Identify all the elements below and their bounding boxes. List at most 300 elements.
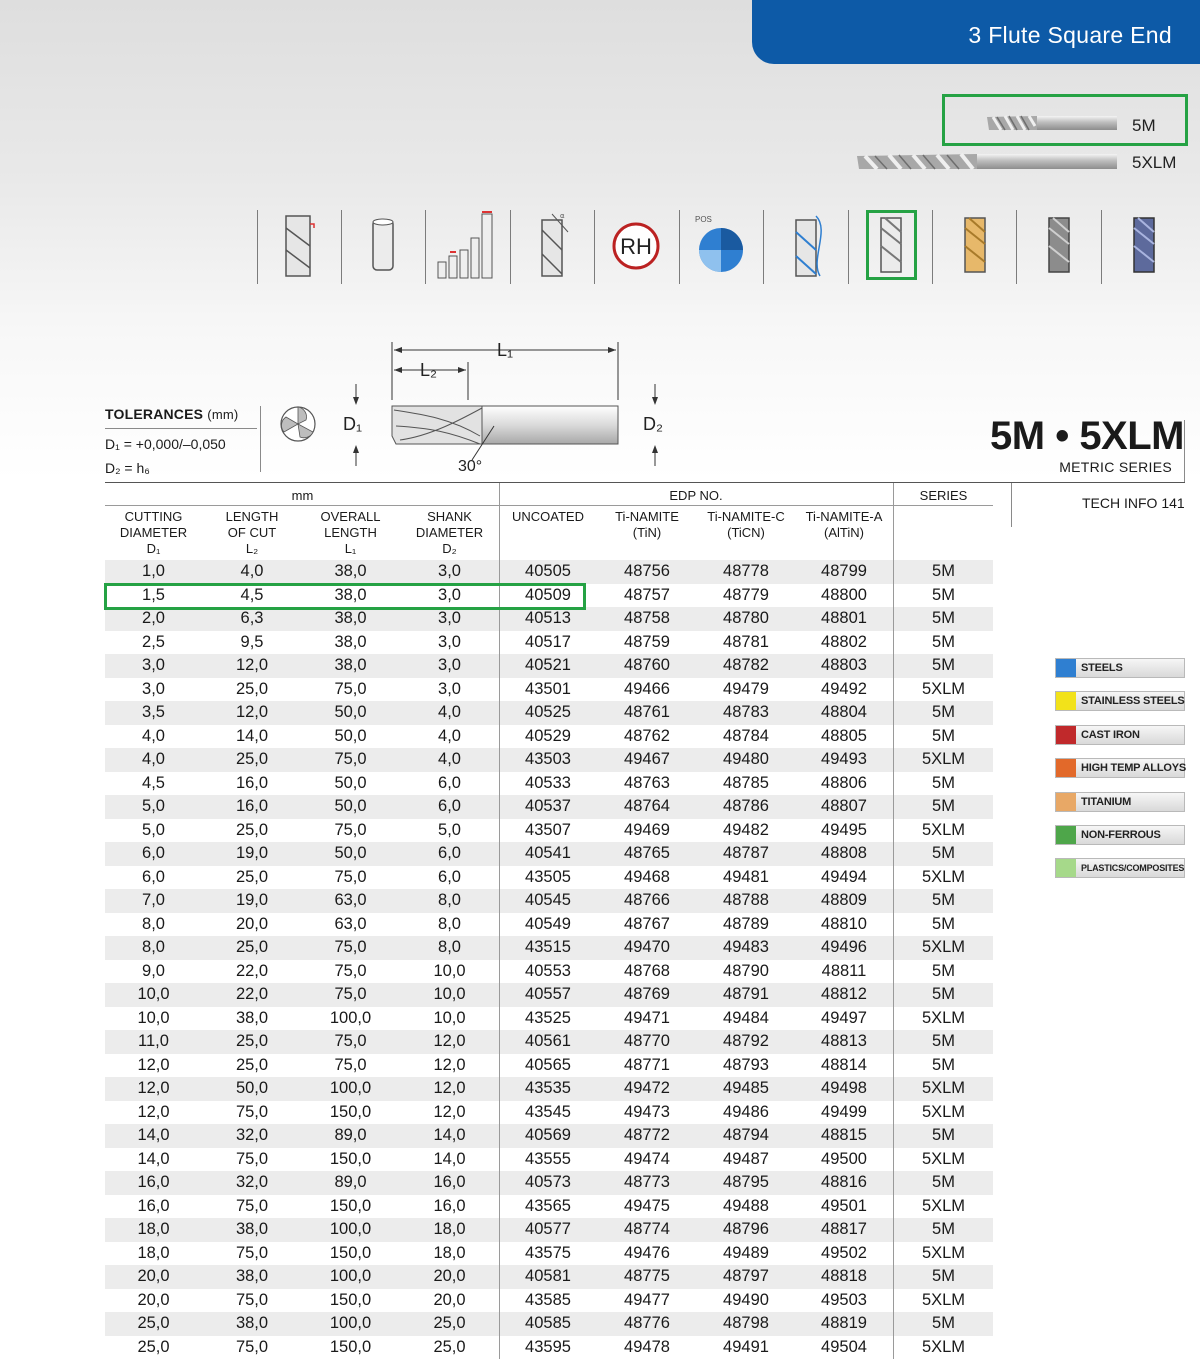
cell-edp-ticn: 48781 bbox=[723, 632, 769, 651]
icon-separator bbox=[425, 210, 426, 284]
cell-edp-tin: 48762 bbox=[624, 726, 670, 745]
column-header-ti-namite-a: Ti-NAMITE-A (AlTiN) bbox=[805, 509, 883, 540]
legend-swatch bbox=[1056, 826, 1076, 844]
cell-edp-uncoated: 40549 bbox=[525, 914, 571, 933]
table-row bbox=[105, 772, 993, 796]
cell-edp-ticn: 49481 bbox=[723, 867, 769, 886]
cell-shank-diameter: 10,0 bbox=[433, 961, 466, 980]
cell-edp-ticn: 49490 bbox=[723, 1290, 769, 1309]
cell-series: 5XLM bbox=[921, 1008, 966, 1027]
cell-cutting-diameter: 2,5 bbox=[142, 632, 165, 651]
cell-length-of-cut: 25,0 bbox=[235, 820, 269, 839]
end-mill-5xlm-image bbox=[855, 150, 1120, 174]
cell-series: 5M bbox=[932, 609, 955, 627]
cell-edp-ticn: 49486 bbox=[723, 1102, 769, 1121]
cell-edp-uncoated: 43515 bbox=[525, 938, 571, 956]
table-row bbox=[105, 654, 993, 678]
cell-cutting-diameter: 25,0 bbox=[137, 1314, 170, 1332]
cell-length-of-cut: 75,0 bbox=[235, 1337, 269, 1356]
cell-series: 5M bbox=[932, 891, 955, 909]
cell-edp-uncoated: 40581 bbox=[525, 1267, 571, 1285]
cell-edp-ticn: 48790 bbox=[723, 961, 769, 980]
svg-text:POS: POS bbox=[695, 215, 712, 224]
cell-edp-tin: 48765 bbox=[624, 844, 670, 862]
cell-edp-uncoated: 40537 bbox=[525, 797, 571, 815]
legend-item bbox=[1055, 858, 1185, 878]
cell-length-of-cut: 4,5 bbox=[240, 585, 264, 604]
highlighted-row-box bbox=[104, 583, 586, 610]
series-subtitle: METRIC SERIES bbox=[1059, 459, 1172, 475]
cell-edp-tin: 49478 bbox=[624, 1337, 670, 1356]
cell-edp-uncoated: 40565 bbox=[525, 1055, 571, 1074]
cell-cutting-diameter: 12,0 bbox=[137, 1079, 170, 1097]
cell-edp-uncoated: 43575 bbox=[525, 1243, 571, 1262]
cell-cutting-diameter: 8,0 bbox=[142, 914, 165, 933]
cell-series: 5M bbox=[932, 726, 955, 745]
cell-overall-length: 150,0 bbox=[329, 1196, 372, 1215]
cell-edp-altin: 48819 bbox=[821, 1314, 867, 1332]
icon-separator bbox=[932, 210, 933, 284]
cell-edp-altin: 48803 bbox=[821, 656, 867, 674]
cell-edp-tin: 48769 bbox=[624, 985, 670, 1003]
cell-edp-uncoated: 43503 bbox=[525, 750, 571, 768]
cell-length-of-cut: 32,0 bbox=[235, 1173, 269, 1191]
table-row bbox=[105, 842, 993, 866]
cell-overall-length: 75,0 bbox=[334, 867, 367, 886]
cell-shank-diameter: 6,0 bbox=[438, 773, 461, 792]
cell-edp-uncoated: 40513 bbox=[525, 609, 571, 627]
cell-overall-length: 38,0 bbox=[334, 609, 367, 627]
cell-cutting-diameter: 10,0 bbox=[137, 985, 170, 1003]
table-row bbox=[105, 607, 993, 631]
cell-edp-ticn: 48782 bbox=[723, 656, 769, 674]
cell-length-of-cut: 25,0 bbox=[235, 1032, 269, 1050]
header-banner bbox=[752, 0, 1200, 64]
icon-separator bbox=[1101, 210, 1102, 284]
cell-overall-length: 75,0 bbox=[334, 961, 367, 980]
cell-edp-tin: 48768 bbox=[624, 961, 670, 980]
cell-edp-altin: 49499 bbox=[821, 1102, 867, 1121]
cell-edp-altin: 48816 bbox=[821, 1173, 867, 1191]
cell-edp-uncoated: 43585 bbox=[525, 1290, 571, 1309]
cell-edp-altin: 48807 bbox=[821, 797, 867, 815]
cell-overall-length: 38,0 bbox=[334, 632, 367, 651]
cell-length-of-cut: 19,0 bbox=[235, 891, 269, 909]
cell-edp-ticn: 48786 bbox=[723, 797, 769, 815]
cell-series: 5M bbox=[932, 1126, 955, 1144]
table-row bbox=[105, 819, 993, 843]
legend-label: PLASTICS/COMPOSITES bbox=[1081, 863, 1185, 874]
cell-overall-length: 50,0 bbox=[334, 844, 367, 862]
cell-edp-ticn: 48785 bbox=[723, 773, 769, 792]
cell-length-of-cut: 75,0 bbox=[235, 1196, 269, 1215]
cell-edp-altin: 49493 bbox=[821, 750, 867, 768]
cell-cutting-diameter: 11,0 bbox=[138, 1032, 169, 1050]
cell-edp-uncoated: 43535 bbox=[525, 1079, 571, 1097]
dimension-l2-label: L₂ bbox=[420, 360, 437, 380]
cell-edp-tin: 48776 bbox=[624, 1314, 670, 1332]
cell-shank-diameter: 12,0 bbox=[433, 1032, 466, 1050]
cell-edp-altin: 48812 bbox=[821, 985, 867, 1003]
tolerances-heading: TOLERANCES bbox=[105, 406, 204, 422]
cell-series: 5M bbox=[932, 562, 955, 580]
length-bars-icon bbox=[432, 210, 504, 282]
icon-separator bbox=[763, 210, 764, 284]
cell-cutting-diameter: 4,0 bbox=[142, 750, 165, 768]
cell-edp-tin: 49477 bbox=[624, 1290, 670, 1309]
cell-overall-length: 150,0 bbox=[329, 1337, 372, 1356]
cell-shank-diameter: 14,0 bbox=[433, 1149, 466, 1168]
cell-series: 5XLM bbox=[921, 867, 966, 886]
cell-edp-ticn: 48784 bbox=[723, 726, 769, 745]
cell-shank-diameter: 25,0 bbox=[433, 1337, 466, 1356]
table-row bbox=[105, 889, 993, 913]
cell-edp-ticn: 48780 bbox=[723, 609, 769, 627]
table-row bbox=[105, 1289, 993, 1313]
dimension-l1-label: L₁ bbox=[497, 340, 514, 360]
cell-overall-length: 150,0 bbox=[329, 1102, 372, 1121]
cell-cutting-diameter: 18,0 bbox=[137, 1220, 170, 1238]
table-row bbox=[105, 1218, 993, 1242]
cell-edp-ticn: 48783 bbox=[723, 703, 769, 721]
table-row bbox=[105, 560, 993, 584]
cell-length-of-cut: 25,0 bbox=[235, 938, 269, 956]
cell-cutting-diameter: 12,0 bbox=[137, 1055, 170, 1074]
series-5xlm-label: 5XLM bbox=[1132, 153, 1177, 172]
cell-length-of-cut: 25,0 bbox=[235, 679, 269, 698]
cell-edp-ticn: 49480 bbox=[723, 750, 769, 768]
column-header-uncoated: UNCOATED bbox=[512, 509, 584, 524]
cell-edp-uncoated: 43525 bbox=[525, 1008, 571, 1027]
cell-shank-diameter: 5,0 bbox=[438, 820, 461, 839]
cell-edp-tin: 49475 bbox=[624, 1196, 670, 1215]
cell-length-of-cut: 6,3 bbox=[240, 609, 264, 627]
cell-shank-diameter: 12,0 bbox=[433, 1079, 466, 1097]
cell-shank-diameter: 14,0 bbox=[433, 1126, 466, 1144]
cell-edp-altin: 48808 bbox=[821, 844, 867, 862]
cell-length-of-cut: 25,0 bbox=[235, 750, 269, 768]
cell-series: 5XLM bbox=[921, 1102, 966, 1121]
svg-text:α: α bbox=[560, 212, 565, 220]
table-row bbox=[105, 1195, 993, 1219]
column-header-cutting-diameter: CUTTING DIAMETER D₁ bbox=[119, 509, 188, 556]
cell-cutting-diameter: 4,0 bbox=[142, 726, 165, 745]
cell-cutting-diameter: 6,0 bbox=[142, 867, 165, 886]
end-mill-5m-image bbox=[985, 112, 1120, 136]
cell-edp-ticn: 49482 bbox=[723, 820, 769, 839]
cell-edp-uncoated: 43501 bbox=[525, 679, 571, 698]
altin-coated-tool-icon bbox=[1108, 210, 1180, 282]
positive-rake-icon bbox=[685, 210, 757, 282]
cell-cutting-diameter: 1,5 bbox=[142, 585, 165, 604]
cell-edp-tin: 48771 bbox=[624, 1055, 670, 1074]
cell-overall-length: 100,0 bbox=[329, 1220, 372, 1238]
column-header-shank-diameter: SHANK DIAMETER D₂ bbox=[415, 509, 484, 556]
cell-cutting-diameter: 3,5 bbox=[142, 703, 165, 721]
cell-overall-length: 63,0 bbox=[334, 914, 367, 933]
solid-carbide-shank-icon bbox=[347, 210, 419, 282]
cell-shank-diameter: 6,0 bbox=[438, 844, 461, 862]
cell-overall-length: 89,0 bbox=[334, 1173, 367, 1191]
cell-edp-altin: 48806 bbox=[821, 773, 867, 792]
cell-series: 5XLM bbox=[921, 1243, 966, 1262]
cell-edp-altin: 49503 bbox=[821, 1290, 867, 1309]
table-row bbox=[105, 936, 993, 960]
cell-overall-length: 100,0 bbox=[329, 1008, 372, 1027]
cell-series: 5XLM bbox=[921, 679, 966, 698]
cell-cutting-diameter: 1,0 bbox=[142, 562, 165, 580]
cell-edp-ticn: 48795 bbox=[723, 1173, 769, 1191]
cell-edp-altin: 49492 bbox=[821, 679, 867, 698]
table-row bbox=[105, 1030, 993, 1054]
cell-series: 5M bbox=[932, 1314, 955, 1332]
cell-series: 5M bbox=[932, 656, 955, 674]
cell-shank-diameter: 20,0 bbox=[433, 1267, 466, 1285]
cell-series: 5XLM bbox=[921, 1079, 966, 1097]
column-header-ti-namite: Ti-NAMITE (TiN) bbox=[615, 509, 679, 540]
dimension-angle-label: 30° bbox=[458, 458, 483, 475]
column-divider bbox=[893, 560, 894, 1359]
cell-shank-diameter: 3,0 bbox=[438, 679, 461, 698]
cell-edp-altin: 49495 bbox=[821, 820, 867, 839]
table-row bbox=[105, 795, 993, 819]
cell-length-of-cut: 22,0 bbox=[235, 985, 269, 1003]
cell-shank-diameter: 6,0 bbox=[438, 797, 461, 815]
variable-helix-icon bbox=[770, 210, 842, 282]
cell-series: 5XLM bbox=[921, 1290, 966, 1309]
svg-text:RH: RH bbox=[620, 234, 652, 259]
legend-swatch bbox=[1056, 692, 1076, 710]
cell-shank-diameter: 18,0 bbox=[433, 1243, 466, 1262]
cell-series: 5XLM bbox=[921, 1196, 966, 1215]
cell-cutting-diameter: 10,0 bbox=[137, 1008, 170, 1027]
cell-series: 5M bbox=[932, 1173, 955, 1191]
series-divider bbox=[1184, 420, 1185, 482]
cell-series: 5M bbox=[932, 585, 955, 604]
cell-length-of-cut: 9,5 bbox=[240, 632, 264, 651]
legend-swatch bbox=[1056, 793, 1076, 811]
cell-edp-altin: 48815 bbox=[821, 1126, 867, 1144]
cell-series: 5M bbox=[932, 961, 955, 980]
table-row bbox=[105, 725, 993, 749]
cell-edp-uncoated: 40569 bbox=[525, 1126, 571, 1144]
cell-edp-altin: 48802 bbox=[821, 632, 867, 651]
cell-edp-uncoated: 40541 bbox=[525, 844, 571, 862]
legend-item bbox=[1055, 658, 1185, 678]
legend-label: HIGH TEMP ALLOYS bbox=[1081, 762, 1186, 775]
cell-overall-length: 50,0 bbox=[334, 797, 367, 815]
cell-edp-tin: 49470 bbox=[624, 938, 670, 956]
table-row bbox=[105, 1101, 993, 1125]
cell-series: 5M bbox=[932, 985, 955, 1003]
cell-cutting-diameter: 5,0 bbox=[142, 820, 165, 839]
cell-edp-tin: 48772 bbox=[624, 1126, 670, 1144]
cell-edp-tin: 48770 bbox=[624, 1032, 670, 1050]
cell-edp-tin: 48764 bbox=[624, 797, 670, 815]
table-top-rule bbox=[105, 482, 1185, 483]
cell-edp-ticn: 49491 bbox=[723, 1337, 769, 1356]
cell-edp-uncoated: 40505 bbox=[525, 562, 571, 580]
cell-edp-uncoated: 40557 bbox=[525, 985, 571, 1003]
icon-separator bbox=[257, 210, 258, 284]
table-body bbox=[105, 560, 993, 1359]
cell-series: 5M bbox=[932, 632, 955, 651]
table-row bbox=[105, 1148, 993, 1172]
cell-edp-uncoated: 43505 bbox=[525, 867, 571, 886]
cell-shank-diameter: 10,0 bbox=[433, 985, 466, 1003]
tin-coated-tool-icon bbox=[939, 210, 1011, 282]
cell-edp-altin: 49500 bbox=[821, 1149, 867, 1168]
cell-shank-diameter: 3,0 bbox=[438, 656, 461, 674]
cell-edp-altin: 49502 bbox=[821, 1243, 867, 1262]
cell-length-of-cut: 16,0 bbox=[235, 797, 269, 815]
cell-edp-tin: 48760 bbox=[624, 656, 670, 674]
table-row bbox=[105, 1077, 993, 1101]
cell-edp-tin: 49469 bbox=[624, 820, 670, 839]
cell-shank-diameter: 4,0 bbox=[438, 726, 461, 745]
cell-length-of-cut: 19,0 bbox=[235, 844, 269, 862]
cell-edp-tin: 49468 bbox=[624, 867, 670, 886]
cell-shank-diameter: 3,0 bbox=[438, 585, 461, 604]
cell-cutting-diameter: 9,0 bbox=[142, 961, 165, 980]
cell-edp-ticn: 48791 bbox=[723, 985, 769, 1003]
cell-overall-length: 100,0 bbox=[329, 1314, 372, 1332]
legend-item bbox=[1055, 758, 1185, 778]
cell-cutting-diameter: 20,0 bbox=[137, 1267, 170, 1285]
cell-edp-ticn: 49487 bbox=[723, 1149, 769, 1168]
legend-label: TITANIUM bbox=[1081, 795, 1132, 808]
cell-cutting-diameter: 7,0 bbox=[142, 891, 165, 909]
tolerances-divider bbox=[260, 406, 261, 472]
cell-edp-altin: 49498 bbox=[821, 1079, 867, 1097]
cell-edp-altin: 48810 bbox=[821, 914, 867, 933]
cell-edp-ticn: 48779 bbox=[723, 585, 769, 604]
cell-edp-altin: 49497 bbox=[821, 1008, 867, 1027]
cell-edp-tin: 48767 bbox=[624, 914, 670, 933]
icon-separator bbox=[594, 210, 595, 284]
cell-edp-altin: 48801 bbox=[821, 609, 867, 627]
cell-length-of-cut: 4,0 bbox=[240, 562, 264, 580]
cell-overall-length: 75,0 bbox=[334, 938, 367, 956]
cell-series: 5M bbox=[932, 797, 955, 815]
cell-edp-uncoated: 40509 bbox=[525, 585, 571, 604]
cell-cutting-diameter: 16,0 bbox=[137, 1173, 170, 1191]
cell-cutting-diameter: 2,0 bbox=[142, 609, 165, 627]
cell-edp-tin: 48766 bbox=[624, 891, 670, 909]
cell-edp-ticn: 49485 bbox=[723, 1079, 769, 1097]
cell-edp-tin: 49476 bbox=[624, 1243, 670, 1262]
cell-edp-altin: 48809 bbox=[821, 891, 867, 909]
cell-edp-altin: 49504 bbox=[821, 1337, 867, 1356]
cell-length-of-cut: 12,0 bbox=[235, 703, 269, 721]
table-row bbox=[105, 866, 993, 890]
cell-shank-diameter: 20,0 bbox=[433, 1290, 466, 1309]
cell-series: 5M bbox=[932, 914, 955, 933]
cell-length-of-cut: 25,0 bbox=[235, 1055, 269, 1074]
cell-edp-tin: 48775 bbox=[624, 1267, 670, 1285]
cell-overall-length: 75,0 bbox=[334, 1055, 367, 1074]
cell-edp-tin: 49466 bbox=[624, 679, 670, 698]
cell-cutting-diameter: 6,0 bbox=[142, 844, 165, 862]
cell-overall-length: 150,0 bbox=[329, 1243, 372, 1262]
cell-series: 5M bbox=[932, 1267, 955, 1285]
cell-series: 5M bbox=[932, 1220, 955, 1238]
cell-length-of-cut: 50,0 bbox=[235, 1079, 269, 1097]
cell-shank-diameter: 12,0 bbox=[433, 1055, 466, 1074]
cell-edp-altin: 48818 bbox=[821, 1267, 867, 1285]
cell-edp-ticn: 48787 bbox=[723, 844, 769, 862]
cell-edp-tin: 48763 bbox=[624, 773, 670, 792]
cell-edp-uncoated: 40517 bbox=[525, 632, 571, 651]
table-row bbox=[105, 678, 993, 702]
cell-cutting-diameter: 3,0 bbox=[142, 656, 165, 674]
cell-length-of-cut: 38,0 bbox=[235, 1314, 269, 1332]
helix-angle-icon bbox=[516, 210, 588, 282]
cell-length-of-cut: 75,0 bbox=[235, 1149, 269, 1168]
cell-overall-length: 75,0 bbox=[334, 820, 367, 839]
cell-edp-tin: 49474 bbox=[624, 1149, 670, 1168]
cell-edp-altin: 48814 bbox=[821, 1055, 867, 1074]
table-row bbox=[105, 701, 993, 725]
cell-shank-diameter: 4,0 bbox=[438, 703, 461, 721]
cell-edp-uncoated: 40525 bbox=[525, 703, 571, 721]
cell-length-of-cut: 16,0 bbox=[235, 773, 269, 792]
tolerances-rule bbox=[105, 428, 257, 429]
icon-separator bbox=[848, 210, 849, 284]
cell-overall-length: 100,0 bbox=[329, 1267, 372, 1285]
cell-edp-ticn: 49484 bbox=[723, 1008, 769, 1027]
cell-edp-uncoated: 40573 bbox=[525, 1173, 571, 1191]
icon-separator bbox=[510, 210, 511, 284]
column-header-overall-length: OVERALL LENGTH L₁ bbox=[320, 509, 381, 556]
cell-edp-altin: 49496 bbox=[821, 938, 867, 956]
table-row bbox=[105, 748, 993, 772]
cell-cutting-diameter: 14,0 bbox=[137, 1126, 170, 1144]
cell-length-of-cut: 38,0 bbox=[235, 1267, 269, 1285]
page-title: 3 Flute Square End bbox=[968, 22, 1172, 48]
cell-edp-ticn: 48798 bbox=[723, 1314, 769, 1332]
cell-shank-diameter: 10,0 bbox=[433, 1008, 466, 1027]
legend-label: STEELS bbox=[1081, 662, 1123, 674]
cell-edp-uncoated: 43565 bbox=[525, 1196, 571, 1215]
cell-overall-length: 38,0 bbox=[334, 562, 367, 580]
cell-length-of-cut: 14,0 bbox=[235, 726, 269, 745]
legend-label: CAST IRON bbox=[1081, 728, 1140, 741]
cell-length-of-cut: 75,0 bbox=[235, 1290, 269, 1309]
cell-overall-length: 75,0 bbox=[334, 750, 367, 768]
helix-flute-icon bbox=[262, 210, 334, 282]
header-group-edp: EDP NO. bbox=[669, 488, 723, 503]
cell-cutting-diameter: 8,0 bbox=[142, 938, 165, 956]
cell-series: 5M bbox=[932, 1055, 955, 1074]
tech-info-divider bbox=[1011, 483, 1012, 527]
cell-edp-uncoated: 40529 bbox=[525, 726, 571, 745]
cell-edp-ticn: 48797 bbox=[723, 1267, 769, 1285]
ticn-coated-tool-icon bbox=[1023, 210, 1095, 282]
legend-swatch bbox=[1056, 859, 1076, 877]
cell-cutting-diameter: 16,0 bbox=[137, 1196, 170, 1215]
legend-label: NON-FERROUS bbox=[1081, 829, 1161, 841]
cell-length-of-cut: 20,0 bbox=[235, 914, 269, 933]
cell-shank-diameter: 3,0 bbox=[438, 609, 461, 627]
cell-series: 5XLM bbox=[921, 750, 966, 768]
cell-series: 5XLM bbox=[921, 938, 966, 956]
cell-shank-diameter: 8,0 bbox=[438, 914, 461, 933]
legend-item bbox=[1055, 825, 1185, 845]
tolerance-d1: D₁ = +0,000/–0,050 bbox=[105, 436, 226, 452]
cell-edp-tin: 49467 bbox=[624, 750, 670, 768]
cell-edp-altin: 48817 bbox=[821, 1220, 867, 1238]
